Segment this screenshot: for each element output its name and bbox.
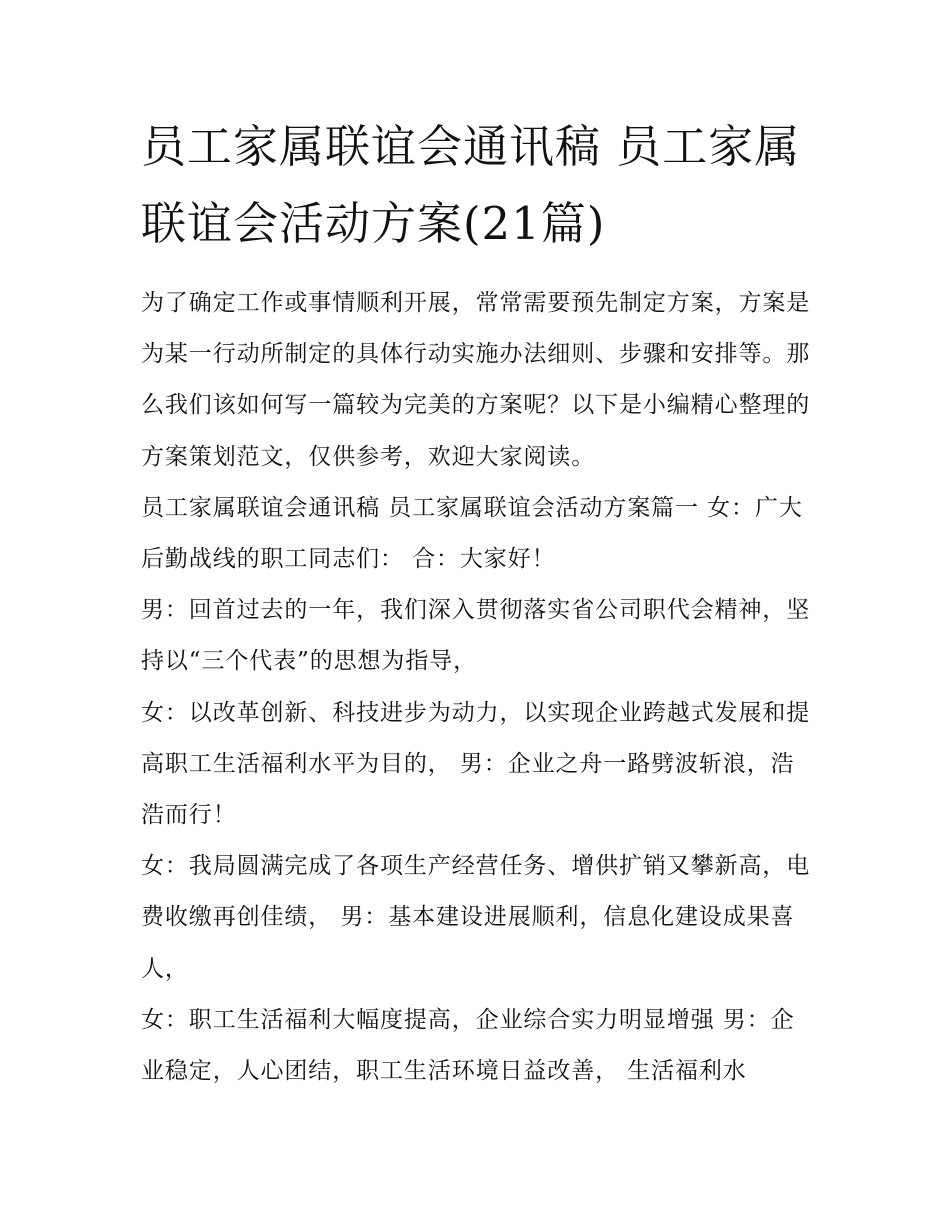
document-title: 员工家属联谊会通讯稿 员工家属联谊会活动方案(21篇) bbox=[141, 120, 801, 250]
paragraph-review: 男：回首过去的一年，我们深入贯彻落实省公司职代会精神，坚持以“三个代表”的思想为指导， bbox=[141, 597, 811, 675]
paragraph-opening: 员工家属联谊会通讯稿 员工家属联谊会活动方案篇一 女：广大后勤战线的职工同志们： 合：大家好！ bbox=[141, 494, 803, 573]
paragraph-intro: 为了确定工作或事情顺利开展，常常需要预先制定方案，方案是为某一行动所制定的具体行动实施办法细则、步骤和安排等。那么我们该如何写一篇较为完美的方案呢？以下是小编精心整理的方案策划范文，仅供参考，欢迎大家阅读。 bbox=[141, 290, 811, 470]
paragraph-reform: 女：以改革创新、科技进步为动力，以实现企业跨越式发展和提高职工生活福利水平为目的， 男：企业之舟一路劈波斩浪，浩浩而行！ bbox=[141, 699, 811, 829]
paragraph-achievements: 女：我局圆满完成了各项生产经营任务、增供扩销又攀新高，电费收缴再创佳绩， 男：基本建设进展顺利，信息化建设成果喜人， bbox=[141, 853, 811, 982]
paragraph-welfare: 女：职工生活福利大幅度提高，企业综合实力明显增强 男：企业稳定，人心团结，职工生活环境日益改善， 生活福利水 bbox=[141, 1006, 795, 1085]
document-body bbox=[141, 278, 813, 1097]
